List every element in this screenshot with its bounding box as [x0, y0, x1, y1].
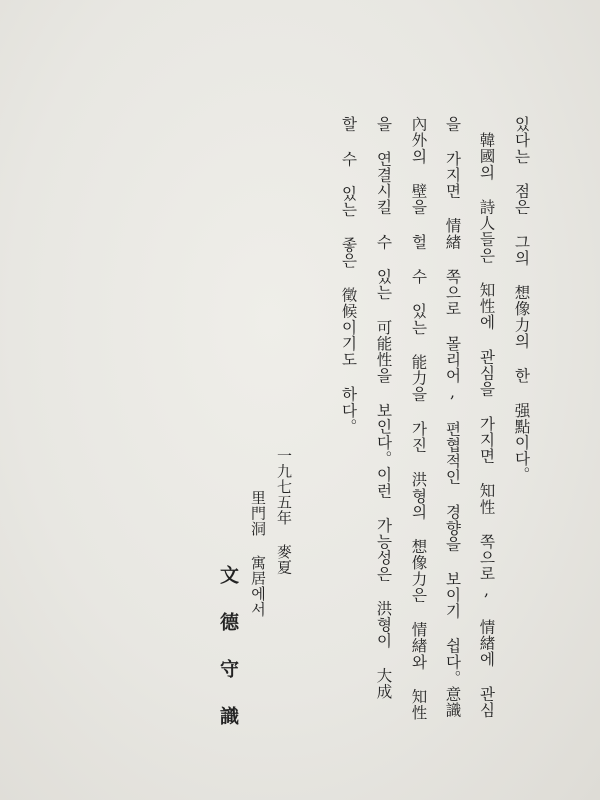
signature-date: 一九七五年 麥夏: [275, 448, 293, 575]
text-line-2: 韓國의 詩人들은 知性에 관심을 가지면 知性 쪽으로, 情緖에 관심: [477, 132, 496, 718]
text-line-6: 할 수 있는 좋은 徵候이기도 하다。: [339, 116, 358, 435]
signature-author: 文 德 守 識: [217, 565, 239, 728]
signature-place: 里門洞 寓居에서: [249, 490, 267, 617]
text-line-4: 內外의 壁을 헐 수 있는 能力을 가진 洪형의 想像力은 情緖와 知性: [409, 116, 428, 721]
text-line-3: 을 가지면 情緖 쪽으로 몰리어, 편협적인 경향을 보이기 쉽다。意識: [443, 116, 462, 719]
text-line-1: 있다는 점은 그의 想像力의 한 强點이다。: [512, 116, 531, 483]
text-line-5: 을 연결시킬 수 있는 可能性을 보인다。이런 가능성은 洪형이 大成: [374, 116, 393, 700]
